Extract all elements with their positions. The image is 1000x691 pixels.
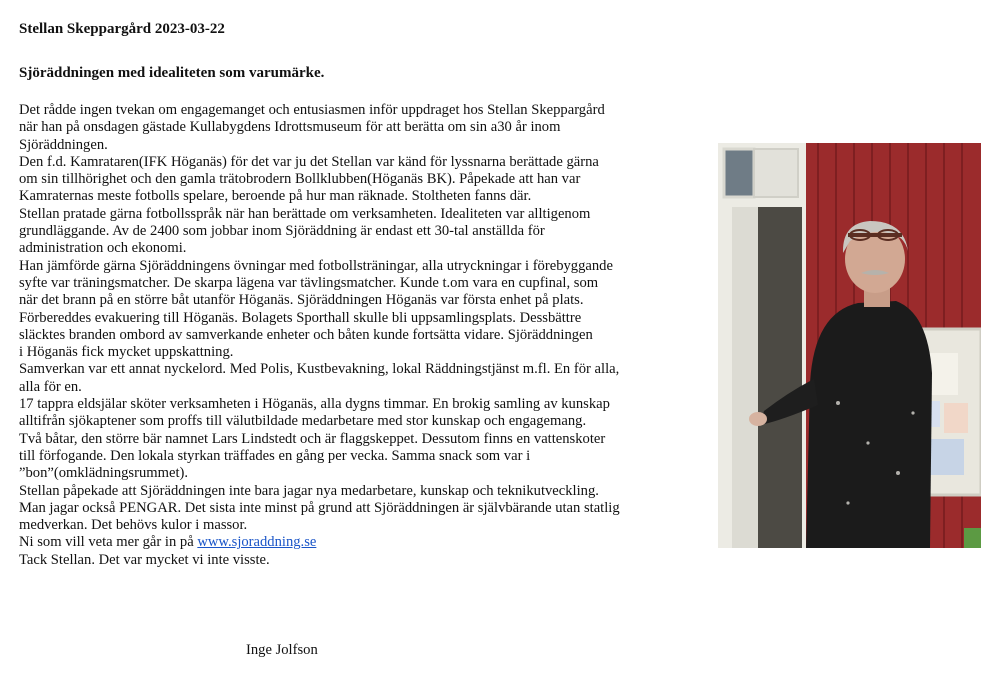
link-intro-text: Ni som vill veta mer går in på: [19, 534, 198, 551]
body-line: ”bon”(omklädningsrummet).: [19, 465, 189, 482]
body-line: Tack Stellan. Det var mycket vi inte visste.: [19, 551, 270, 568]
body-line: till förfogande. Den lokala styrkan träffades en gång per vecka. Samma snack som var i: [19, 447, 531, 464]
body-line: administration och ekonomi.: [19, 240, 187, 257]
body-line: Kamraternas meste fotbolls spelare, beroende på hur man räknade. Stoltheten fanns där.: [19, 188, 532, 205]
signature: Inge Jolfson: [246, 642, 318, 658]
body-line: om sin tillhörighet och den gamla trätobrodern Bollklubben(Höganäs BK). Påpekade att han var: [19, 171, 581, 188]
body-line: medverkan. Det behövs kulor i massor.: [19, 517, 248, 534]
byline: Stellan Skeppargård 2023-03-22: [19, 21, 225, 37]
article-title: Sjöräddningen med idealiteten som varumärke.: [19, 65, 325, 81]
body-line: Man jagar också PENGAR. Det sista inte minst på grund att Sjöräddningen är självbärande utan statlig: [19, 499, 620, 516]
website-link[interactable]: www.sjoraddning.se: [197, 534, 317, 551]
body-line: grundläggande. Av de 2400 som jobbar inom Sjöräddning är endast ett 30-tal anställda för: [19, 223, 545, 240]
body-line-with-link: [19, 534, 719, 551]
body-line: 17 tappra eldsjälar sköter verksamheten i Höganäs, alla dygns timmar. En brokig samling av kunskap: [19, 396, 610, 413]
body-line: i Höganäs fick mycket uppskattning.: [19, 344, 234, 361]
portrait-photo: [718, 143, 981, 548]
body-line: Stellan pratade gärna fotbollsspråk när han berättade om verksamheten. Idealiteten var alltigenom: [19, 205, 591, 222]
body-line: Sjöräddningen.: [19, 136, 108, 153]
body-line: syfte var träningsmatcher. De skarpa lägena var tävlingsmatcher. Kunde t.om vara en cupfinal, som: [19, 274, 599, 291]
body-line: Han jämförde gärna Sjöräddningens övningar med fotbollsträningar, alla utryckningar i förebyggande: [19, 257, 613, 274]
body-line: när han på onsdagen gästade Kullabygdens Idrottsmuseum för att berätta om sin a30 år inom: [19, 119, 561, 136]
body-line: Två båtar, den större bär namnet Lars Lindstedt och är flaggskeppet. Dessutom finns en vattenskoter: [19, 430, 606, 447]
body-line: alla för en.: [19, 378, 82, 395]
body-line: släcktes branden ombord av samverkande enheter och båten kunde fortsätta vidare. Sjöräddningen: [19, 326, 593, 343]
body-line: Det rådde ingen tvekan om engagemanget och entusiasmen inför uppdraget hos Stellan Skeppargård: [19, 102, 605, 118]
body-line: Stellan påpekade att Sjöräddningen inte bara jagar nya medarbetare, kunskap och teknikutveckling.: [19, 482, 599, 499]
body-line: Den f.d. Kamrataren(IFK Höganäs) för det var ju det Stellan var känd för lyssnarna berättade gärna: [19, 153, 599, 170]
article-body: [19, 102, 719, 569]
body-line: Förbereddes evakuering till Höganäs. Bolagets Sporthall skulle bli uppsamlingsplats. Dessbättre: [19, 309, 582, 326]
body-line: alltifrån sjökaptener som proffs till välutbildade medarbetare med stor kunskap och engagemang.: [19, 413, 587, 430]
body-line: Samverkan var ett annat nyckelord. Med Polis, Kustbevakning, lokal Räddningstjänst m.fl. En för alla,: [19, 361, 620, 378]
portrait-illustration: [718, 143, 981, 548]
body-line: när det brann på en större båt utanför Höganäs. Sjöräddningen Höganäs var första enhet på plats.: [19, 292, 584, 309]
